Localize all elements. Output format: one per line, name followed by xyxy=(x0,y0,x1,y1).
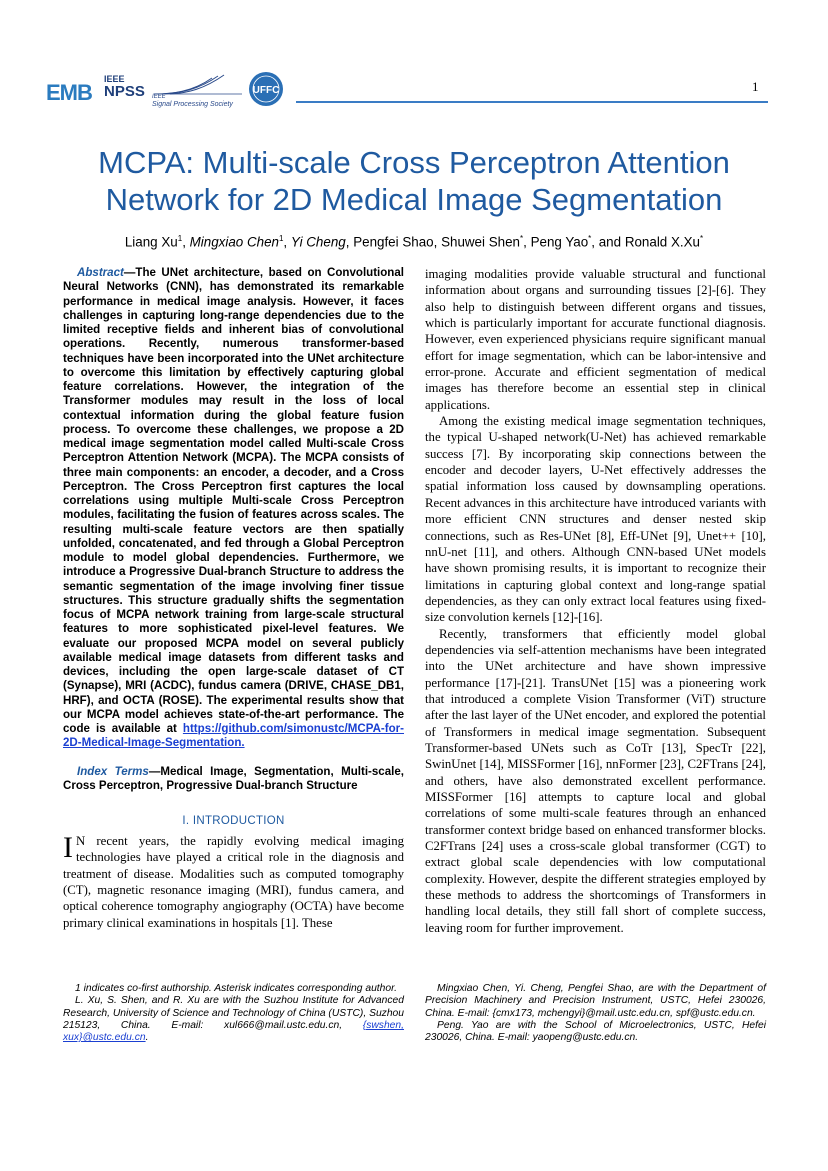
title-line-1: MCPA: Multi-scale Cross Perceptron Attention xyxy=(98,145,730,180)
right-paragraph-3: Recently, transformers that efficiently model global dependencies via self-attention mechanisms have been integrated into the UNet architecture and have shown impressive performance [17]-[21]. TransUNet [15] was a pioneering work that introduced a complete Vision Transformer (ViT) structure after the last layer of the UNet encoder, and explored the potential of Transformers in medical image segmentation. Subsequent Transformer-based UNets such as CoTr [13], SpecTr [22], SwinUnet [14], MISSFormer [16], nnFormer [23], C2FTrans [24], and others, have also demonstrated excellent performance. MISSFormer [16] attempts to capture local and global correlations of some multi-scale features through an enhanced transformer context bridge based on enhanced transformer blocks. C2FTrans [24] uses a cross-scale global transformer (CGT) to extract global scale dependencies with low computational complexity. However, despite the different strategies employed by these methods to address the shortcomings of Transformers in handling local details, they still fall short of complete success, leaving room for further improvement. xyxy=(425,626,766,935)
title-line-2: Network for 2D Medical Image Segmentation xyxy=(105,182,723,217)
abstract-label: Abstract xyxy=(77,267,124,279)
journal-header xyxy=(46,68,768,112)
header-rule xyxy=(296,101,768,103)
footnotes-left xyxy=(63,983,404,1044)
author-6: Peng Yao xyxy=(530,234,589,250)
sps-text: Signal Processing Society xyxy=(152,101,233,108)
author-2-sup: 1 xyxy=(278,234,284,243)
uffc-emblem-icon xyxy=(248,71,284,107)
author-5-sup: * xyxy=(519,234,524,243)
abstract-text: —The UNet architecture, based on Convolutional Neural Networks (CNN), has demonstrated its remarkable performance in medical image analysis. However, it faces challenges in capturing long-range dependencies due to the limited receptive fields and inherent bias of convolutional operations. Recently, numerous transformer-based techniques have been incorporated into the UNet architecture to overcome this limitation by effectively capturing global feature correlations. However, the integration of the Transformer modules may result in the loss of local contextual information during the global feature fusion process. To overcome these challenges, we propose a 2D medical image segmentation model called Multi-scale Cross Perceptron Attention Network (MCPA). The MCPA consists of three main components: an encoder, a decoder, and a Cross Perceptron. The Cross Perceptron first captures the local correlations using multiple Multi-scale Cross Perceptron modules, facilitating the fusion of features across scales. The resulting multi-scale feature vectors are then spatially unfolded, concatenated, and fed through a Global Perceptron module to model global dependencies. Furthermore, we introduce a Progressive Dual-branch Structure to address the semantic segmentation of the image involving finer tissue structures. This structure gradually shifts the segmentation focus of MCPA network training from large-scale structural features to more sophisticated pixel-level features. We evaluate our proposed MCPA model on several publicly available medical image datasets from different tasks and devices, including the open large-scale dataset of CT (Synapse), MRI (ACDC), fundus camera (DRIVE, CHASE_DB1, HRF), and OCTA (ROSE). The experimental results show that our MCPA model achieves state-of-the-art performance. The code is available at xyxy=(63,267,404,735)
author-3: Yi Cheng xyxy=(290,234,346,250)
npss-ieee-text: IEEE xyxy=(104,74,125,84)
footnote-co-first: 1 indicates co-first authorship. Asterisk indicates corresponding author. xyxy=(75,983,398,994)
right-paragraph-1: imaging modalities provide valuable structural and functional information about organs and surrounding tissues [2]-[6]. They also help to distinguish between different organs and tissues, which is particularly important for accurate functional diagnosis. However, even experienced physicians require significant manual effort for image segmentation, which can be labor-intensive and error-prone. Accurate and efficient segmentation of medical images has therefore become an essential step in clinical applications. xyxy=(425,267,766,412)
uffc-text: UFFC xyxy=(252,85,280,96)
abstract xyxy=(63,266,404,751)
author-1: Liang Xu xyxy=(124,234,178,250)
author-7-sup: * xyxy=(700,234,704,243)
sps-logo xyxy=(152,74,244,110)
npss-text: NPSS xyxy=(104,83,145,100)
paper-title xyxy=(40,144,788,218)
intro-paragraph-1-text: N recent years, the rapidly evolving medical imaging technologies have played a critical role in the diagnosis and treatment of disease. Modalities such as computed tomography (CT), magnetic resonance imaging (MRI), fundus camera, and optical coherence tomography angiography (OCTA) have become primary clinical examinations in hospitals [1]. These xyxy=(63,834,404,930)
uffc-logo xyxy=(248,71,284,107)
emb-logo: EMB xyxy=(46,80,92,105)
author-1-sup: 1 xyxy=(177,234,183,243)
npss-logo xyxy=(104,74,154,99)
author-and: and xyxy=(598,234,622,250)
right-paragraph-2: Among the existing medical image segmentation techniques, the typical U-shaped network(U-Net) has achieved remarkable success [7]. By incorporating skip connections between the encoder and decoder layers, U-Net effectively addresses the spatial information loss caused by downsampling operations. Recent advances in this architecture have introduced variants with more efficient CNN structures and denser nested skip connections, such as Res-UNet [8], Eff-UNet [9], Unet++ [10], nnU-net [11], and others. Although CNN-based UNet models have shown promising results, it is important to recognize their limitations in capturing global context and long-range spatial dependencies, as they can only extract local features using fixed-size convolution kernels [12]-[16]. xyxy=(425,414,766,625)
page-number: 1 xyxy=(752,79,759,94)
index-terms-text: —Medical Image, Segmentation, Multi-scale, Cross Perceptron, Progressive Dual-branch Structure xyxy=(63,765,404,792)
intro-paragraph-1 xyxy=(63,833,404,931)
author-2: Mingxiao Chen xyxy=(189,234,279,250)
footnote-affiliation-1 xyxy=(63,995,404,1044)
code-link[interactable]: https://github.com/simonustc/MCPA-for-2D-Medical-Image-Segmentation. xyxy=(63,723,404,750)
email-link[interactable]: {swshen, xux}@ustc.edu.cn xyxy=(63,1019,404,1044)
footnote-affiliation-1-end: . xyxy=(145,1032,149,1044)
sps-ieee-text: IEEE xyxy=(152,94,166,100)
footnote-affiliation-3: Peng. Yao are with the School of Microelectronics, USTC, Hefei 230026, China. E-mail: yaopeng@ustc.edu.cn. xyxy=(425,1019,766,1044)
dropcap: I xyxy=(63,831,73,864)
right-column xyxy=(425,266,766,936)
author-5: Shuwei Shen xyxy=(441,234,520,250)
index-terms xyxy=(63,765,404,794)
footnote-affiliation-2: Mingxiao Chen, Yi. Cheng, Pengfei Shao, are with the Department of Precision Machinery and Precision Instrument, USTC, Hefei 230026, China. E-mail: {cmx173, mchengyi}@mail.ustc.edu.cn, spf@ustc.edu.cn. xyxy=(425,983,766,1019)
author-list: Liang Xu$^1$, Mingxiao Chen$^1$, Yi Cheng, Pengfei Shao, Shuwei Shen*, Peng Yao*, and Ronald X.Xu* xyxy=(124,234,704,250)
author-6-sup: * xyxy=(588,234,592,243)
section-heading-introduction: I. INTRODUCTION xyxy=(182,815,285,827)
index-terms-label: Index Terms xyxy=(77,765,149,778)
author-7: Ronald X.Xu xyxy=(624,234,700,250)
footnote-affiliation-1-text: L. Xu, S. Shen, and R. Xu are with the Suzhou Institute for Advanced Research, University of Science and Technology of China (USTC), Suzhou 215123, China. E-mail: xul666@mail.ustc.edu.cn, xyxy=(63,995,404,1031)
left-column xyxy=(63,266,404,931)
author-4: Pengfei Shao xyxy=(353,234,434,250)
sps-wave-icon xyxy=(152,74,244,96)
footnotes-right xyxy=(425,983,766,1044)
